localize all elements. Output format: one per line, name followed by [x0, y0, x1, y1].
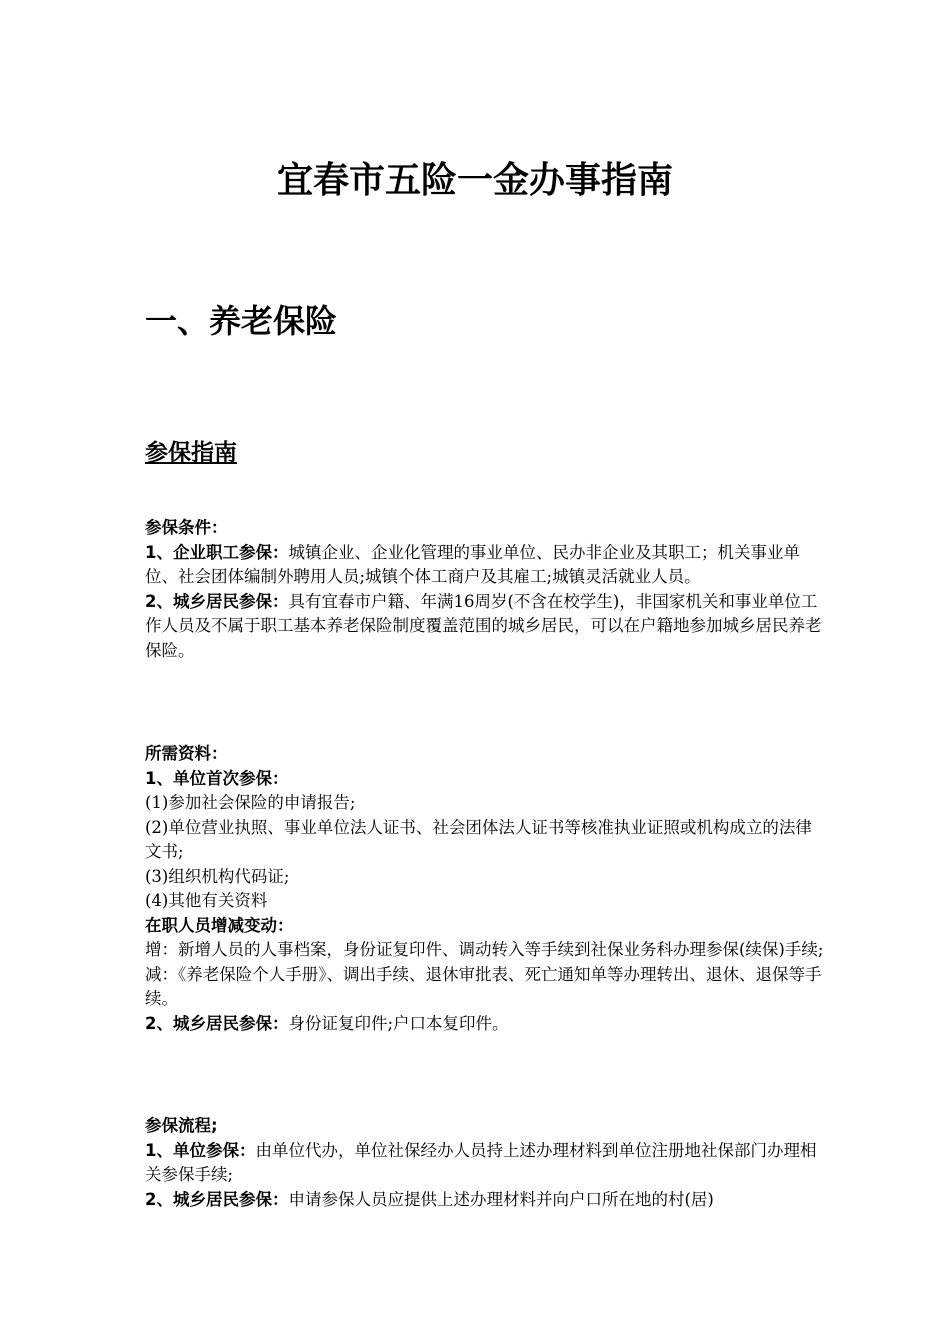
conditions-item-2 [145, 590, 825, 664]
materials-unit-item: (4)其他有关资料 [145, 891, 268, 910]
conditions-item-1-label: 1、企业职工参保： [145, 542, 289, 562]
materials-unit-item: (3)组织机构代码证; [145, 866, 290, 886]
section-heading-pension: 一、养老保险 [145, 302, 338, 340]
process-item-2 [145, 1188, 825, 1213]
materials-unit-item: (2)单位营业执照、事业单位法人证书、社会团体法人证书等核准执业证照或机构成立的法律文书; [145, 817, 812, 861]
conditions-heading: 参保条件： [145, 518, 228, 537]
subsection-heading-guide: 参保指南 [145, 440, 237, 466]
conditions-item-2-text: 具有宜春市户籍、年满16周岁(不含在校学生)，非国家机关和事业单位工作人员及不属于职工基本养老保险制度覆盖范围的城乡居民，可以在户籍地参加城乡居民养老保险。 [145, 591, 822, 660]
materials-change-add: 增：新增人员的人事档案，身份证复印件、调动转入等手续到社保业务科办理参保(续保)手续; [145, 940, 824, 959]
materials-resident-label: 2、城乡居民参保： [145, 1013, 289, 1033]
process-item-1 [145, 1139, 825, 1188]
conditions-item-1 [145, 541, 825, 590]
process-item-2-text: 申请参保人员应提供上述办理材料并向户口所在地的村(居) [288, 1189, 714, 1209]
process-section [145, 1114, 825, 1212]
conditions-item-1-text: 城镇企业、企业化管理的事业单位、民办非企业及其职工；机关事业单位、社会团体编制外聘用人员;城镇个体工商户及其雇工;城镇灵活就业人员。 [145, 542, 800, 586]
document-title: 宜春市五险一金办事指南 [276, 160, 673, 201]
materials-change-label: 在职人员增减变动： [145, 915, 294, 935]
materials-unit-item: (1)参加社会保险的申请报告; [145, 793, 356, 812]
materials-resident [145, 1012, 825, 1037]
materials-change-sub: 减：《养老保险个人手册》、调出手续、退休审批表、死亡通知单等办理转出、退休、退保等手续。 [145, 964, 822, 1008]
conditions-item-2-label: 2、城乡居民参保： [145, 591, 289, 611]
conditions-section [145, 516, 825, 663]
materials-resident-text: 身份证复印件;户口本复印件。 [288, 1013, 509, 1033]
materials-heading: 所需资料： [145, 744, 228, 763]
process-item-1-text: 由单位代办，单位社保经办人员持上述办理材料到单位注册地社保部门办理相关参保手续; [145, 1140, 817, 1184]
process-item-2-label: 2、城乡居民参保： [145, 1189, 289, 1209]
process-heading: 参保流程; [145, 1116, 218, 1135]
process-item-1-label: 1、单位参保： [145, 1140, 256, 1160]
materials-unit-label: 1、单位首次参保： [145, 768, 289, 788]
materials-section [145, 742, 825, 1036]
